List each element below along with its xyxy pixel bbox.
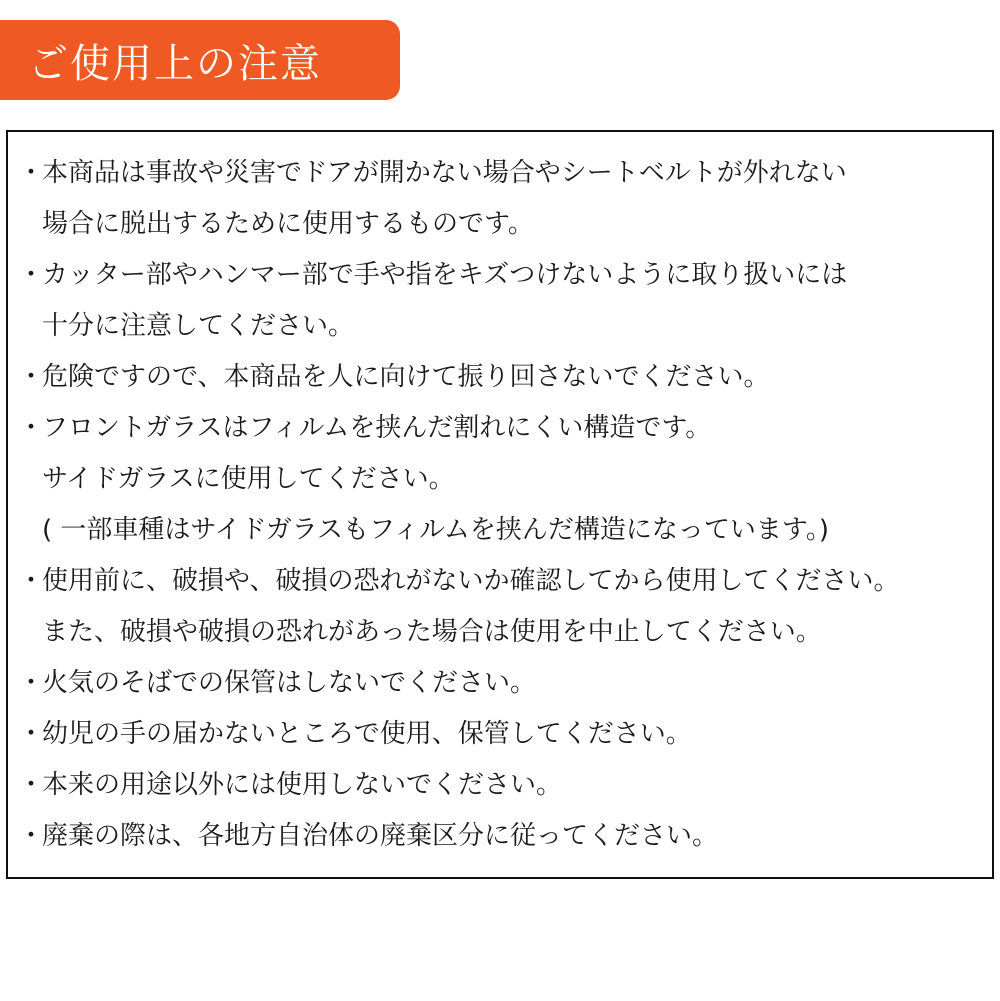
bullet-point: ・ bbox=[18, 362, 45, 392]
bullet-point: ・ bbox=[18, 413, 45, 443]
notice-text: また、破損や破損の恐れがあった場合は使用を中止してください。 bbox=[42, 617, 822, 647]
notice-box bbox=[6, 130, 994, 879]
notice-text: 十分に注意してください。 bbox=[42, 311, 355, 341]
notice-line bbox=[8, 301, 992, 352]
notice-text: 廃棄の際は、各地方自治体の廃棄区分に従ってください。 bbox=[42, 821, 719, 851]
notice-text: 使用前に、破損や、破損の恐れがないか確認してから使用してください。 bbox=[42, 566, 900, 596]
notice-line bbox=[8, 352, 992, 403]
page-title: ご使用上の注意 bbox=[28, 40, 322, 87]
notice-text: フロントガラスはフィルムを挟んだ割れにくい構造です。 bbox=[42, 413, 712, 443]
notice-line bbox=[8, 556, 992, 607]
notice-text: 危険ですので、本商品を人に向けて振り回さないでください。 bbox=[42, 362, 770, 392]
bullet-point: ・ bbox=[18, 668, 45, 698]
notice-line bbox=[8, 607, 992, 658]
notice-text: カッター部やハンマー部で手や指をキズつけないように取り扱いには bbox=[42, 260, 848, 290]
notice-text: 場合に脱出するために使用するものです。 bbox=[42, 209, 534, 239]
notice-text: ( 一部車種はサイドガラスもフィルムを挟んだ構造になっています。) bbox=[42, 515, 829, 545]
bullet-point: ・ bbox=[18, 260, 45, 290]
notice-line bbox=[8, 505, 992, 556]
bullet-point: ・ bbox=[18, 158, 45, 188]
notice-line bbox=[8, 454, 992, 505]
notice-line bbox=[8, 658, 992, 709]
title-banner bbox=[0, 20, 400, 100]
bullet-point: ・ bbox=[18, 770, 45, 800]
notice-text: 火気のそばでの保管はしないでください。 bbox=[42, 668, 537, 698]
bullet-point: ・ bbox=[18, 566, 45, 596]
notice-line bbox=[8, 760, 992, 811]
notice-line bbox=[8, 709, 992, 760]
notice-text: 幼児の手の届かないところで使用、保管してください。 bbox=[42, 719, 692, 749]
notice-line bbox=[8, 811, 992, 862]
bullet-point: ・ bbox=[18, 821, 45, 851]
bullet-point: ・ bbox=[18, 719, 45, 749]
notice-line bbox=[8, 199, 992, 250]
notice-line bbox=[8, 250, 992, 301]
notice-text: 本商品は事故や災害でドアが開かない場合やシートベルトが外れない bbox=[42, 158, 847, 188]
notice-text: サイドガラスに使用してください。 bbox=[42, 464, 455, 494]
notice-line bbox=[8, 403, 992, 454]
notice-line bbox=[8, 148, 992, 199]
notice-text: 本来の用途以外には使用しないでください。 bbox=[42, 770, 563, 800]
